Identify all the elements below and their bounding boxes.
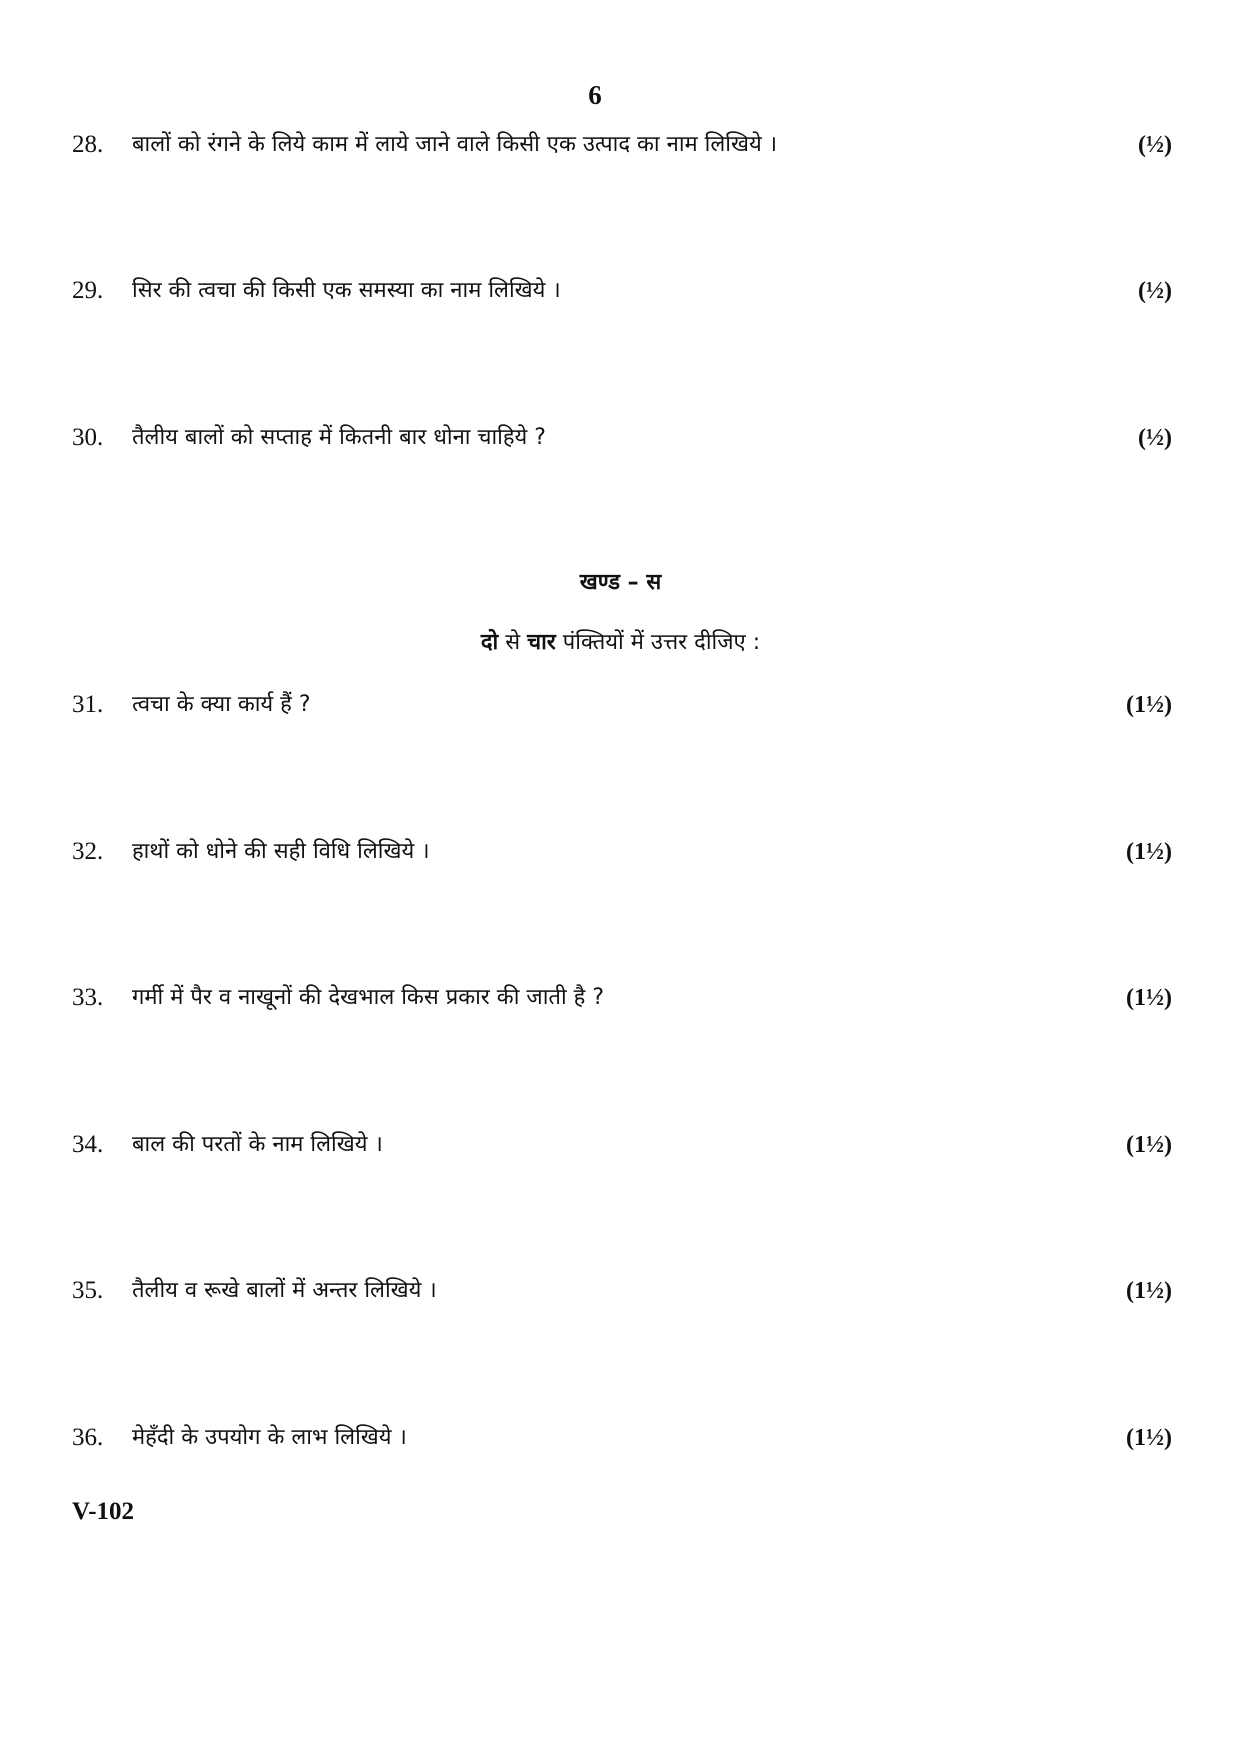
question-number: 34. [72,1131,104,1158]
question-marks: (1½) [1126,692,1172,718]
question-marks: (1½) [1126,1425,1172,1451]
instruction-emphasis: दो [480,630,499,655]
question-text: मेहँदी के उपयोग के लाभ लिखिये । [132,1425,407,1450]
question-number: 29. [72,277,104,304]
question-text: हाथों को धोने की सही विधि लिखिये । [132,839,430,864]
question-text: सिर की त्वचा की किसी एक समस्या का नाम लिखिये । [132,278,561,303]
question-number: 28. [72,131,104,158]
instruction-text: पंक्तियों में उत्तर दीजिए : [555,630,761,655]
question-29 [72,271,1172,311]
question-number: 33. [72,984,104,1011]
section-title: खण्ड – स [579,570,662,595]
section-instruction [0,626,1241,656]
question-number: 32. [72,838,104,865]
question-34 [72,1125,1172,1165]
question-marks: (½) [1138,425,1172,451]
question-text: त्वचा के क्या कार्य हैं ? [132,692,311,717]
question-31 [72,685,1172,725]
question-number: 31. [72,691,104,718]
question-number: 35. [72,1277,104,1304]
question-text: बाल की परतों के नाम लिखिये । [132,1132,383,1157]
question-marks: (½) [1138,132,1172,158]
question-30 [72,418,1172,458]
question-number: 36. [72,1424,104,1451]
question-number: 30. [72,424,104,451]
paper-code: V-102 [72,1498,135,1525]
question-marks: (1½) [1126,1132,1172,1158]
instruction-emphasis: चार [527,630,556,655]
question-marks: (1½) [1126,839,1172,865]
question-36 [72,1418,1172,1458]
question-33 [72,978,1172,1018]
question-marks: (½) [1138,278,1172,304]
page-number: 6 [588,80,602,110]
question-text: तैलीय बालों को सप्ताह में कितनी बार धोना चाहिये ? [132,425,546,450]
question-32 [72,832,1172,872]
question-marks: (1½) [1126,985,1172,1011]
instruction-text: से [498,630,528,655]
question-28 [72,125,1172,165]
question-marks: (1½) [1126,1278,1172,1304]
question-35 [72,1271,1172,1311]
question-text: बालों को रंगने के लिये काम में लाये जाने वाले किसी एक उत्पाद का नाम लिखिये । [132,132,778,157]
question-text: गर्मी में पैर व नाखूनों की देखभाल किस प्रकार की जाती है ? [132,985,604,1010]
question-text: तैलीय व रूखे बालों में अन्तर लिखिये । [132,1278,437,1303]
